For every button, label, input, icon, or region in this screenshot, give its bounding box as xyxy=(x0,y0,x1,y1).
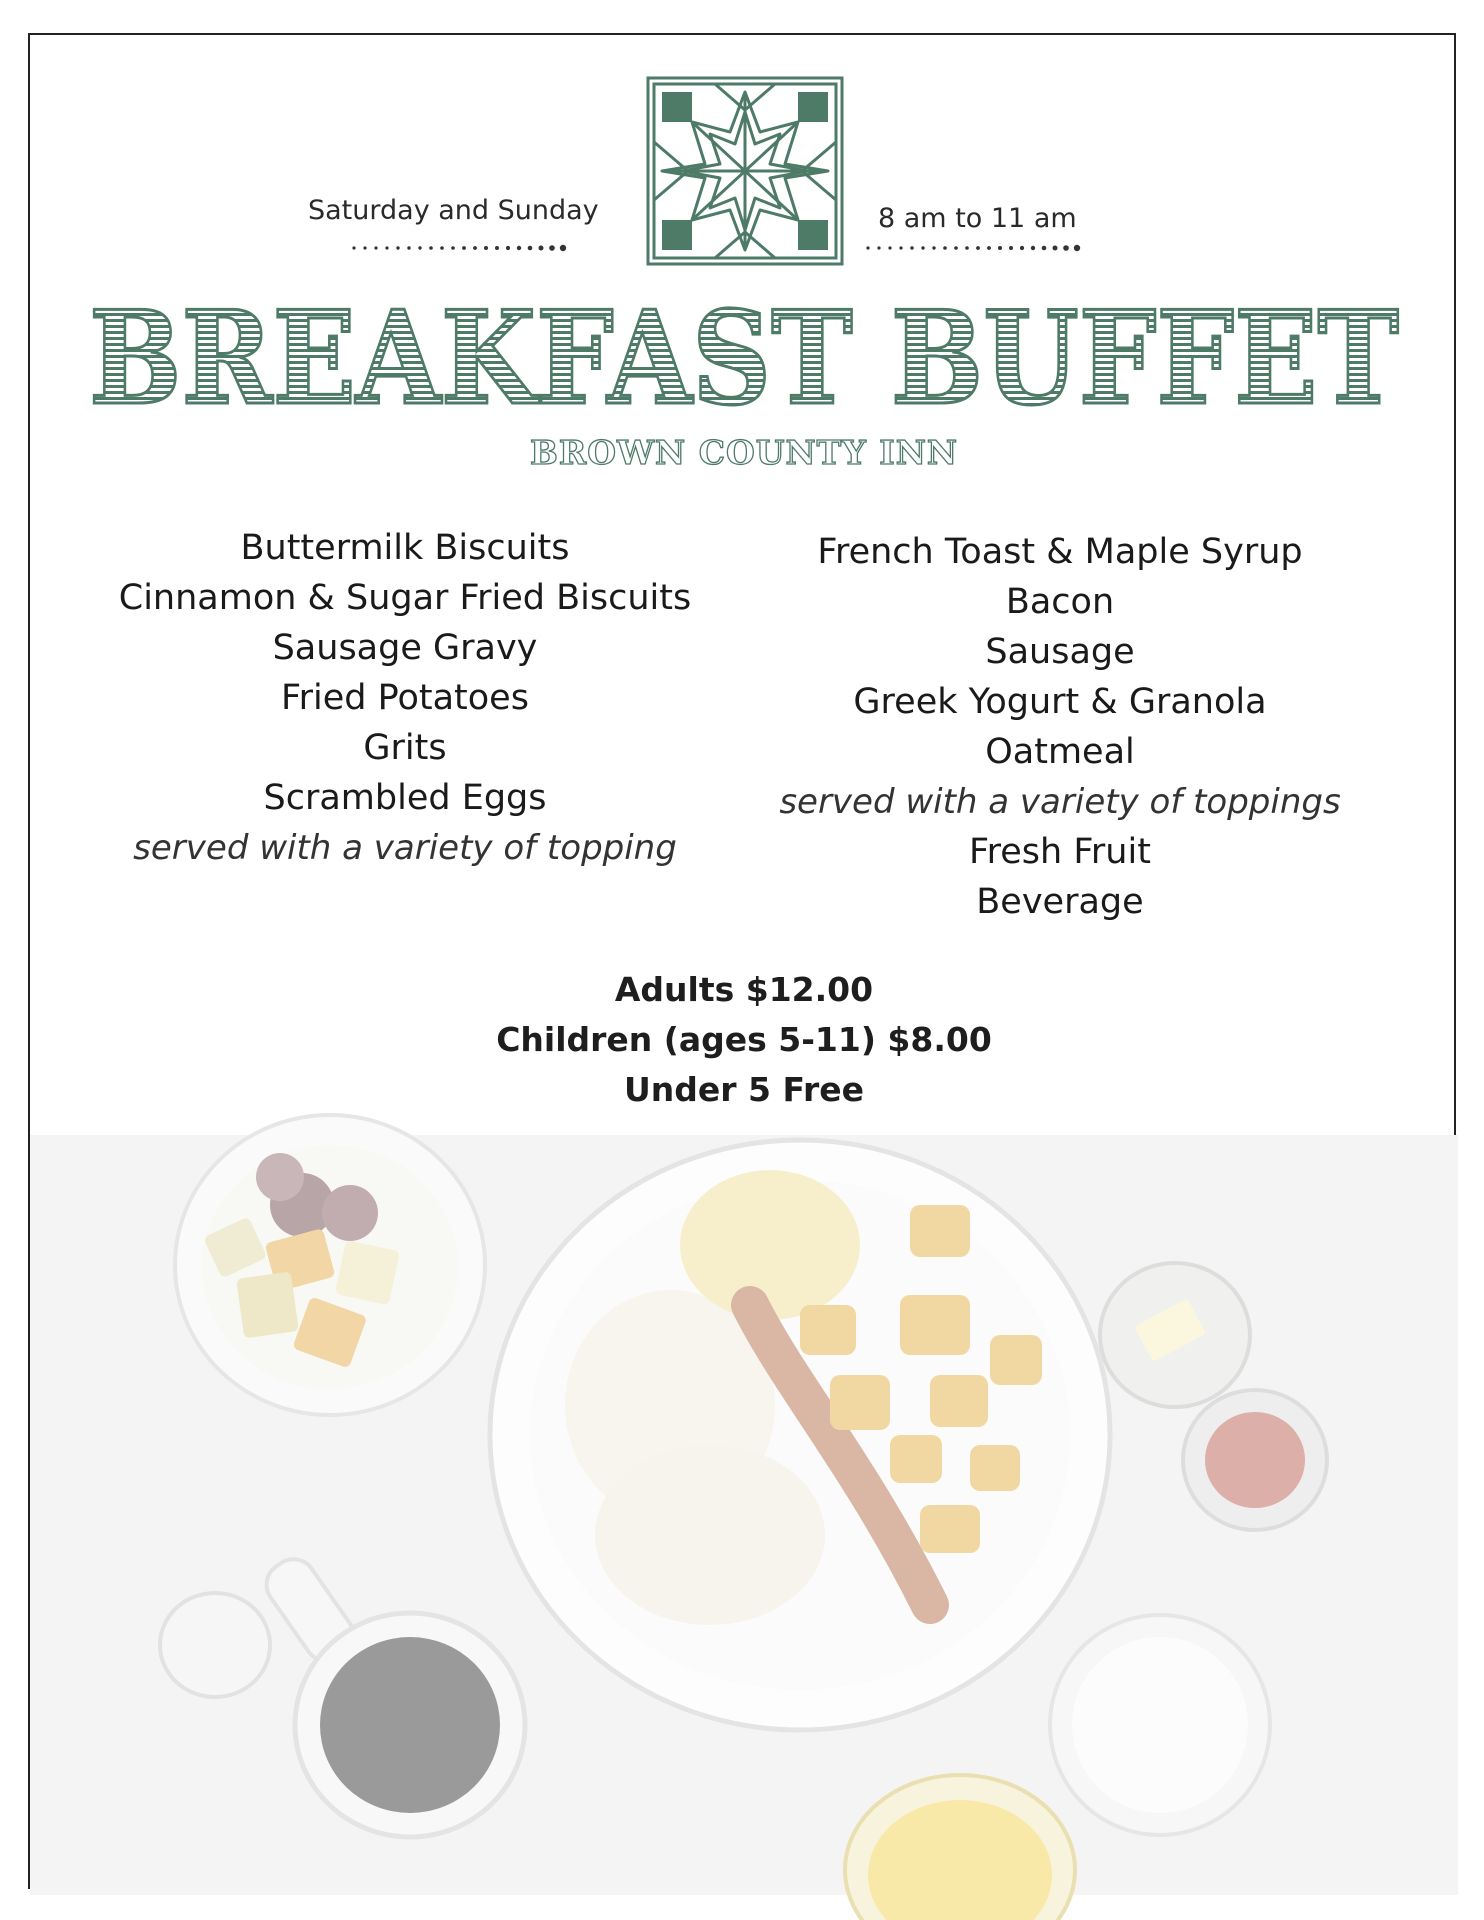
price-list xyxy=(30,965,1458,1115)
dotted-divider-left xyxy=(350,242,570,254)
jam-ramekin xyxy=(1183,1390,1327,1530)
cream-pitcher xyxy=(160,1593,270,1697)
menu-note: served with a variety of topping xyxy=(133,828,677,868)
title-text: BREAKFAST BUFFET xyxy=(89,284,1399,434)
menu-item: Sausage xyxy=(985,632,1135,672)
menu-item: Greek Yogurt & Granola xyxy=(853,682,1267,722)
price-adults: Adults $12.00 xyxy=(614,970,874,1009)
fruit-bowl xyxy=(175,1115,485,1415)
menu-item: Cinnamon & Sugar Fried Biscuits xyxy=(118,578,692,618)
hours-label: 8 am to 11 am xyxy=(878,203,1077,234)
quilt-block-emblem-icon xyxy=(640,72,850,270)
days-label: Saturday and Sunday xyxy=(308,195,599,226)
breakfast-plate-photo xyxy=(30,1135,1458,1895)
butter-ramekin xyxy=(1100,1263,1250,1407)
menu-item: Fresh Fruit xyxy=(969,832,1151,872)
menu-item: Buttermilk Biscuits xyxy=(240,528,570,568)
menu-item: Fried Potatoes xyxy=(281,678,529,718)
menu-item: French Toast & Maple Syrup xyxy=(817,532,1303,572)
menu-item: Bacon xyxy=(1005,582,1115,622)
price-under5: Under 5 Free xyxy=(624,1070,864,1109)
menu-item: Sausage Gravy xyxy=(272,628,538,668)
menu-page xyxy=(28,33,1456,1889)
menu-item: Scrambled Eggs xyxy=(263,778,547,818)
menu-column-right xyxy=(750,527,1370,927)
breakfast-buffet-title xyxy=(30,283,1458,434)
milk-glass xyxy=(1050,1615,1270,1835)
menu-column-left xyxy=(110,523,700,873)
menu-item: Oatmeal xyxy=(985,732,1135,772)
menu-item: Grits xyxy=(363,728,447,768)
inn-name: BROWN COUNTY INN xyxy=(529,433,959,472)
menu-note: served with a variety of toppings xyxy=(779,782,1341,822)
price-children: Children (ages 5-11) $8.00 xyxy=(496,1020,992,1059)
dotted-divider-right xyxy=(864,242,1084,254)
menu-item: Beverage xyxy=(976,882,1144,922)
breakfast-plate xyxy=(490,1140,1110,1730)
